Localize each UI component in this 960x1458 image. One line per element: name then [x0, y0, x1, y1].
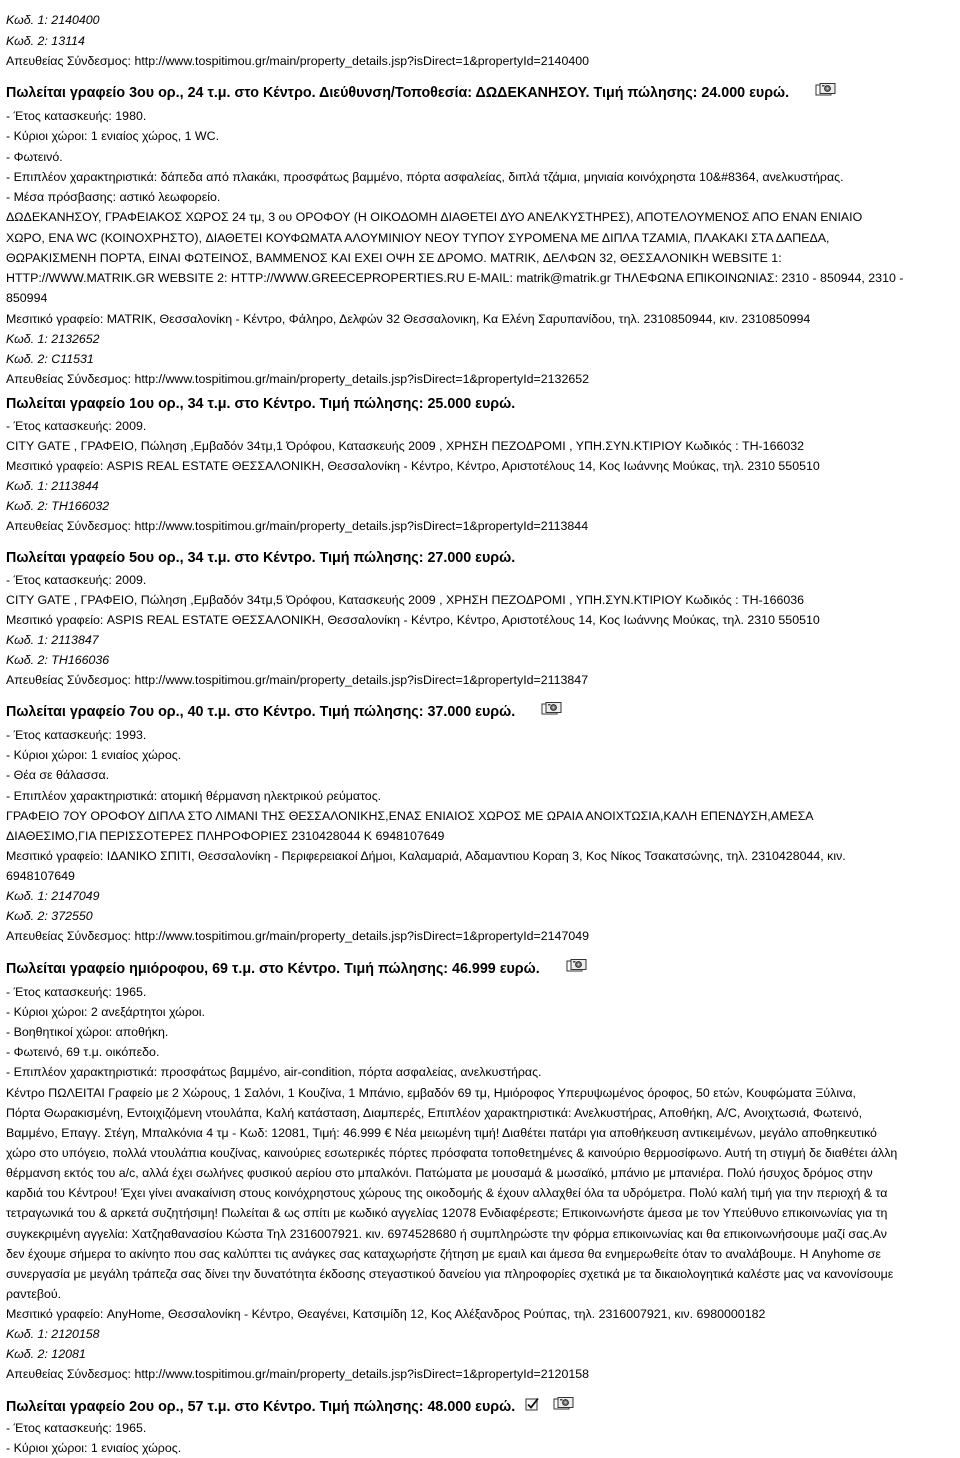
listing-code [6, 886, 100, 906]
listing-text-line-text: Μεσιτικό γραφείο: MATRIK, Θεσσαλονίκη - Κέντρο, Φάληρο, Δελφών 32 Θεσσαλονικη, Κα Ελένη Σαρυπανίδου, τηλ. 2310850944, κιν. 2310850994 [6, 312, 811, 326]
listing-code [6, 1344, 86, 1364]
listing-text-line [6, 1042, 159, 1062]
listing-code [6, 496, 109, 516]
listing-text-line [6, 228, 829, 248]
listing-text-line-text: - Φωτεινό, 69 τ.μ. οικόπεδο. [6, 1045, 160, 1059]
listing-text-line-text: - Έτος κατασκευής: 1993. [6, 728, 147, 742]
listing-code [6, 10, 100, 30]
listing-text-line [6, 167, 844, 187]
listing-text-line [6, 1418, 146, 1438]
listing-text-line [6, 1163, 873, 1183]
listing-text-line [6, 590, 804, 610]
listing-heading [6, 1396, 575, 1418]
listing-text-line-text: - Κύριοι χώροι: 1 ενιαίος χώρος. [6, 1441, 182, 1455]
direct-link-line-text: Απευθείας Σύνδεσμος: http://www.tospitimou.gr/main/property_details.jsp?isDirect=1&propertyId=2140400 [6, 54, 590, 68]
camera-photo-icon [541, 701, 563, 723]
listing-code [6, 650, 109, 670]
listing-text-line [6, 1143, 897, 1163]
listing-text-line [6, 982, 146, 1002]
listing-heading-text: Πωλείται γραφείο 1ου ορ., 34 τ.μ. στο Κέντρο. Τιμή πώλησης: 25.000 ευρώ. [6, 396, 516, 413]
direct-link-line [6, 1364, 589, 1384]
listing-text-line-text: Μεσιτικό γραφείο: AnyHome, Θεσσαλονίκη - Κέντρο, Θεαγένει, Κατσιμίδη 12, Κος Αλέξανδρος Ρούπας, τηλ. 2316007921, κιν. 6980000182 [6, 1307, 766, 1321]
listing-text-line-text: - Κύριοι χώροι: 1 ενιαίος χώρος. [6, 748, 182, 762]
listing-code [6, 1324, 100, 1344]
listing-text-line-text: CITY GATE , ΓΡΑΦΕΙΟ, Πώληση ,Εμβαδόν 34τμ,1 Όρόφου, Κατασκευής 2009 , ΧΡΗΣΗ ΠΕΖΟΔΡΟΜΙ , ΥΠΗ.ΣΥΝ.ΚΤΙΡΙΟΥ Κωδικός : TH-166032 [6, 439, 805, 453]
listing-text-line-text: ΔΙΑΘΕΣΙΜΟ,ΓΙΑ ΠΕΡΙΣΣΟΤΕΡΕΣ ΠΛΗΡΟΦΟΡΙΕΣ 2310428044 Κ 6948107649 [6, 829, 445, 843]
listing-text-line [6, 416, 146, 436]
direct-link-line-text: Απευθείας Σύνδεσμος: http://www.tospitimou.gr/main/property_details.jsp?isDirect=1&propertyId=2132652 [6, 372, 590, 386]
listing-text-line-text: ΧΩΡΟ, ΕΝΑ WC (ΚΟΙΝΟΧΡΗΣΤΟ), ΔΙΑΘΕΤΕΙ ΚΟΥΦΩΜΑΤΑ ΑΛΟΥΜΙΝΙΟΥ ΝΕΟΥ ΤΥΠΟΥ ΣΥΡΟΜΕΝΑ ΜΕ ΔΙΠΛΑ ΤΖΑΜΙΑ, ΠΛΑΚΑΚΙ ΣΤΑ ΔΑΠΕΔΑ, [6, 231, 830, 245]
listing-text-line [6, 1224, 887, 1244]
listing-text-line [6, 147, 63, 167]
listing-text-line [6, 725, 146, 745]
listing-text-line-text: - Φωτεινό. [6, 150, 63, 164]
listing-text-line-text: - Θέα σε θάλασσα. [6, 768, 110, 782]
listing-text-line [6, 1083, 856, 1103]
listing-text-line [6, 1284, 61, 1304]
listing-code-text: Κωδ. 1: 2113844 [6, 479, 99, 493]
listing-text-line [6, 309, 810, 329]
direct-link-line-text: Απευθείας Σύνδεσμος: http://www.tospitimou.gr/main/property_details.jsp?isDirect=1&propertyId=2147049 [6, 929, 590, 943]
listing-code [6, 31, 85, 51]
listing-text-line-text: Μεσιτικό γραφείο: ASPIS REAL ESTATE ΘΕΣΣΑΛΟΝΙΚΗ, Θεσσαλονίκη - Κέντρο, Κέντρο, Αριστοτέλους 14, Κος Ιωάννης Μούκας, τηλ. 2310 550510 [6, 459, 820, 473]
listing-text-line [6, 126, 219, 146]
listing-heading-text: Πωλείται γραφείο 2ου ορ., 57 τ.μ. στο Κέντρο. Τιμή πώλησης: 48.000 ευρώ. [6, 1399, 516, 1416]
listing-text-line [6, 456, 820, 476]
listing-text-line [6, 570, 146, 590]
direct-link-line [6, 670, 588, 690]
listing-text-line-text: συγκεκριμένη αγγελία: Χατζηαθανασίου Κώστα Τηλ 2316007921. κιν. 6974528680 ή συμπληρώστε την φόρμα επικοινωνίας και θα επικοινωνήσουμε μαζί σας.Αν [6, 1227, 887, 1241]
listing-text-line-text: - Έτος κατασκευής: 1965. [6, 985, 147, 999]
listing-code-text: Κωδ. 2: 12081 [6, 1347, 86, 1361]
listing-code-text: Κωδ. 1: 2147049 [6, 889, 100, 903]
listing-heading-text: Πωλείται γραφείο 3ου ορ., 24 τ.μ. στο Κέντρο. Διεύθυνση/Τοποθεσία: ΔΩΔΕΚΑΝΗΣΟΥ. Τιμή πώλησης: 24.000 ευρώ. [6, 85, 790, 102]
listing-heading [6, 393, 515, 415]
listing-code-text: Κωδ. 2: TH166036 [6, 653, 110, 667]
listing-code [6, 906, 93, 926]
listing-text-line-text: - Επιπλέον χαρακτηριστικά: προσφάτως βαμμένο, air-condition, πόρτα ασφαλείας, ανελκυστήρας. [6, 1065, 542, 1079]
listing-text-line-text: - Επιπλέον χαρακτηριστικά: ατομική θέρμανση ηλεκτρικού ρεύματος. [6, 789, 382, 803]
listing-text-line [6, 1123, 877, 1143]
listing-text-line-text: ΓΡΑΦΕΙΟ 7ΟΥ ΟΡΟΦΟΥ ΔΙΠΛΑ ΣΤΟ ΛΙΜΑΝΙ ΤΗΣ ΘΕΣΣΑΛΟΝΙΚΗΣ,ΕΝΑΣ ΕΝΙΑΙΟΣ ΧΩΡΟΣ ΜΕ ΩΡΑΙΑ ΑΝΟΙΧΤΩΣΙΑ,ΚΑΛΗ ΕΠΕΝΔΥΣΗ,ΑΜΕΣΑ [6, 809, 814, 823]
direct-link-line [6, 51, 589, 71]
listing-text-line [6, 1002, 205, 1022]
listing-text-line-text: θέρμανση εκτός του a/c, αλλά έχει σωλήνες φυσικού αερίου στο μπαλκόνι. Πατώματα με μουσαμά & μωσαϊκό, μπάνιο με μπανιέρα. Πολύ ήσυχος δρόμος στην [6, 1166, 873, 1180]
listing-text-line-text: CITY GATE , ΓΡΑΦΕΙΟ, Πώληση ,Εμβαδόν 34τμ,5 Όρόφου, Κατασκευής 2009 , ΧΡΗΣΗ ΠΕΖΟΔΡΟΜΙ , ΥΠΗ.ΣΥΝ.ΚΤΙΡΙΟΥ Κωδικός : TH-166036 [6, 593, 805, 607]
listing-text-line [6, 1203, 887, 1223]
listing-text-line-text: τετραγωνικά του & αρκετά συζητήσιμη! Πωλείται & ως σπίτι με κωδικό αγγελίας 12078 Ενδιαφέρεστε; Επικοινωνήστε άμεσα με τον Υπεύθυνο επικοινωνίας για τη [6, 1206, 888, 1220]
listing-text-line [6, 610, 820, 630]
listing-text-line-text: Μεσιτικό γραφείο: ASPIS REAL ESTATE ΘΕΣΣΑΛΟΝΙΚΗ, Θεσσαλονίκη - Κέντρο, Κέντρο, Αριστοτέλους 14, Κος Ιωάννης Μούκας, τηλ. 2310 550510 [6, 613, 820, 627]
listing-code [6, 329, 100, 349]
listing-text-line [6, 268, 903, 288]
listing-code [6, 476, 99, 496]
camera-photo-icon [815, 82, 837, 104]
listing-text-line [6, 1062, 541, 1082]
direct-link-line-text: Απευθείας Σύνδεσμος: http://www.tospitimou.gr/main/property_details.jsp?isDirect=1&propertyId=2113844 [6, 519, 589, 533]
direct-link-line [6, 516, 588, 536]
listing-code-text: Κωδ. 2: 372550 [6, 909, 93, 923]
listing-text-line-text: ΘΩΡΑΚΙΣΜΕΝΗ ΠΟΡΤΑ, ΕΙΝΑΙ ΦΩΤΕΙΝΟΣ, ΒΑΜΜΕΝΟΣ ΚΑΙ ΕΧΕΙ ΟΨΗ ΣΕ ΔΡΟΜΟ. MATRIK, ΔΕΛΦΩΝ 32, ΘΕΣΣΑΛΟΝΙΚΗ WEBSITE 1: [6, 251, 782, 265]
listing-code-text: Κωδ. 1: 2140400 [6, 13, 100, 27]
listing-text-line [6, 1438, 181, 1458]
listing-text-line-text: - Κύριοι χώροι: 2 ανεξάρτητοι χώροι. [6, 1005, 205, 1019]
listing-text-line [6, 248, 782, 268]
listing-text-line-text: - Επιπλέον χαρακτηριστικά: δάπεδα από πλακάκι, προσφάτως βαμμένο, πόρτα ασφαλείας, διπλά τζάμια, μηνιαία κοινόχρηστα 10&#8364, ανελκυστήρας. [6, 170, 844, 184]
listing-text-line [6, 288, 47, 308]
listing-code-text: Κωδ. 1: 2120158 [6, 1327, 100, 1341]
direct-link-line-text: Απευθείας Σύνδεσμος: http://www.tospitimou.gr/main/property_details.jsp?isDirect=1&propertyId=2113847 [6, 673, 589, 687]
listing-text-line-text: συνεργασία με μεγάλη τράπεζα σας δίνει την δυνατότητα έκδοσης στεγαστικού δανείου για πληροφορίες σχετικά με τα δικαιολογητικά καλέστε μας να κανονίσουμε [6, 1267, 894, 1281]
direct-link-line [6, 926, 589, 946]
listing-text-line [6, 786, 381, 806]
listing-code-text: Κωδ. 2: 13114 [6, 34, 85, 48]
listing-code [6, 349, 94, 369]
listing-code-text: Κωδ. 2: TH166032 [6, 499, 110, 513]
listing-text-line [6, 1183, 887, 1203]
listing-text-line [6, 187, 220, 207]
checkbox-checked-icon [525, 1396, 539, 1418]
camera-photo-icon [553, 1396, 575, 1418]
listing-heading [6, 547, 515, 569]
listing-text-line-text: ραντεβού. [6, 1287, 62, 1301]
listing-code-text: Κωδ. 2: C11531 [6, 352, 94, 366]
listing-text-line [6, 1103, 862, 1123]
listing-text-line [6, 1244, 881, 1264]
listing-text-line-text: 6948107649 [6, 869, 75, 883]
listing-text-line [6, 207, 862, 227]
listing-text-line-text: Μεσιτικό γραφείο: ΙΔΑΝΙΚΟ ΣΠΙΤΙ, Θεσσαλονίκη - Περιφερειακοί Δήμοι, Καλαμαριά, Αδαμαντιου Κοραη 3, Κος Νίκος Τσακατσώνης, τηλ. 2310428044, κιν. [6, 849, 846, 863]
listing-heading-text: Πωλείται γραφείο 5ου ορ., 34 τ.μ. στο Κέντρο. Τιμή πώλησης: 27.000 ευρώ. [6, 550, 516, 567]
direct-link-line-text: Απευθείας Σύνδεσμος: http://www.tospitimou.gr/main/property_details.jsp?isDirect=1&propertyId=2120158 [6, 1367, 590, 1381]
listing-text-line [6, 1022, 168, 1042]
listing-text-line-text: καρδιά του Κέντρου! Έχει γίνει ανακαίνιση στους κοινόχρηστους χώρους της οικοδομής & έχουν αλλαχθεί όλα τα υδρόμετρα. Πολύ καλή τιμή για την περιοχή & τα [6, 1186, 888, 1200]
listing-text-line-text: Κέντρο ΠΩΛΕΙΤΑΙ Γραφείο με 2 Χώρους, 1 Σαλόνι, 1 Κουζίνα, 1 Μπάνιο, εμβαδόν 69 τμ, Ημιόροφος Υπερυψωμένος όροφος, 50 ετών, Κουφώματα Ξύλινα, [6, 1086, 856, 1100]
listing-text-line-text: - Βοηθητικοί χώροι: αποθήκη. [6, 1025, 169, 1039]
listing-text-line-text: Βαμμένο, Επαγγ. Στέγη, Μπαλκόνια 4 τμ - Κωδ: 12081, Τιμή: 46.999 € Νέα μειωμένη τιμή! Διαθέτει πατάρι για αποθήκευση αντικειμένων, μεγάλο αποθηκευτικό [6, 1126, 877, 1140]
listing-heading [6, 82, 837, 104]
direct-link-line [6, 369, 589, 389]
listing-heading [6, 701, 563, 723]
listing-text-line [6, 436, 804, 456]
listing-text-line [6, 745, 181, 765]
listing-text-line-text: ΔΩΔΕΚΑΝΗΣΟΥ, ΓΡΑΦΕΙΑΚΟΣ ΧΩΡΟΣ 24 τμ, 3 ου ΟΡΟΦΟΥ (Η ΟΙΚΟΔΟΜΗ ΔΙΑΘΕΤΕΙ ΔΥΟ ΑΝΕΛΚΥΣΤΗΡΕΣ), ΑΠΟΤΕΛΟΥΜΕΝΟΣ ΑΠΟ ΕΝΑΝ ΕΝΙΑΙΟ [6, 210, 863, 224]
listing-text-line-text: δεν έχουμε σήμερα το ακίνητο που σας καλύπτει τις ανάγκες σας καταχωρήστε ζήτηση με εμαιλ και άμεσα θα ενημερωθείτε όταν το αναλάβουμε. Η Anyhome σε [6, 1247, 881, 1261]
listing-text-line [6, 765, 109, 785]
listing-code-text: Κωδ. 1: 2132652 [6, 332, 100, 346]
listing-text-line [6, 1264, 893, 1284]
listing-text-line [6, 866, 75, 886]
listing-text-line-text: Πόρτα Θωρακισμένη, Εντοιχιζόμενη ντουλάπα, Καλή κατάσταση, Διαμπερές, Επιπλέον χαρακτηριστικά: Ανελκυστήρας, Αποθήκη, A/C, Ανοιχτωσιά, Φωτεινό, [6, 1106, 863, 1120]
camera-photo-icon [566, 958, 588, 980]
listing-text-line-text: - Έτος κατασκευής: 1980. [6, 109, 147, 123]
listing-text-line-text: - Έτος κατασκευής: 2009. [6, 419, 147, 433]
listing-text-line-text: HTTP://WWW.MATRIK.GR WEBSITE 2: HTTP://WWW.GREECEPROPERTIES.RU E-MAIL: matrik@matrik.gr ΤΗΛΕΦΩΝΑ ΕΠΙΚΟΙΝΩΝΙΑΣ: 2310 - 850944, 2310 - [6, 271, 904, 285]
listing-heading-text: Πωλείται γραφείο ημιόροφου, 69 τ.μ. στο Κέντρο. Τιμή πώλησης: 46.999 ευρώ. [6, 961, 540, 978]
listing-text-line [6, 846, 846, 866]
listing-text-line [6, 106, 146, 126]
listing-text-line [6, 806, 814, 826]
listing-text-line-text: - Κύριοι χώροι: 1 ενιαίος χώρος, 1 WC. [6, 129, 220, 143]
listing-text-line-text: - Έτος κατασκευής: 2009. [6, 573, 147, 587]
listing-text-line-text: χώρο στο υπόγειο, πολλά ντουλάπια κουζίνας, καινούριες εσωτερικές πόρτες πρόσφατα τοποθετημένες & καινούριο θερμοσίφωνο. Αυτή τη στιγμή δε διαθέτει άλλη [6, 1146, 898, 1160]
listing-text-line-text: - Μέσα πρόσβασης: αστικό λεωφορείο. [6, 190, 221, 204]
listing-text-line [6, 1304, 765, 1324]
listing-code-text: Κωδ. 1: 2113847 [6, 633, 99, 647]
listing-heading [6, 958, 588, 980]
listing-text-line [6, 826, 444, 846]
listing-code [6, 630, 99, 650]
listing-heading-text: Πωλείται γραφείο 7ου ορ., 40 τ.μ. στο Κέντρο. Τιμή πώλησης: 37.000 ευρώ. [6, 704, 516, 721]
listing-text-line-text: - Έτος κατασκευής: 1965. [6, 1421, 147, 1435]
listing-text-line-text: 850994 [6, 291, 48, 305]
